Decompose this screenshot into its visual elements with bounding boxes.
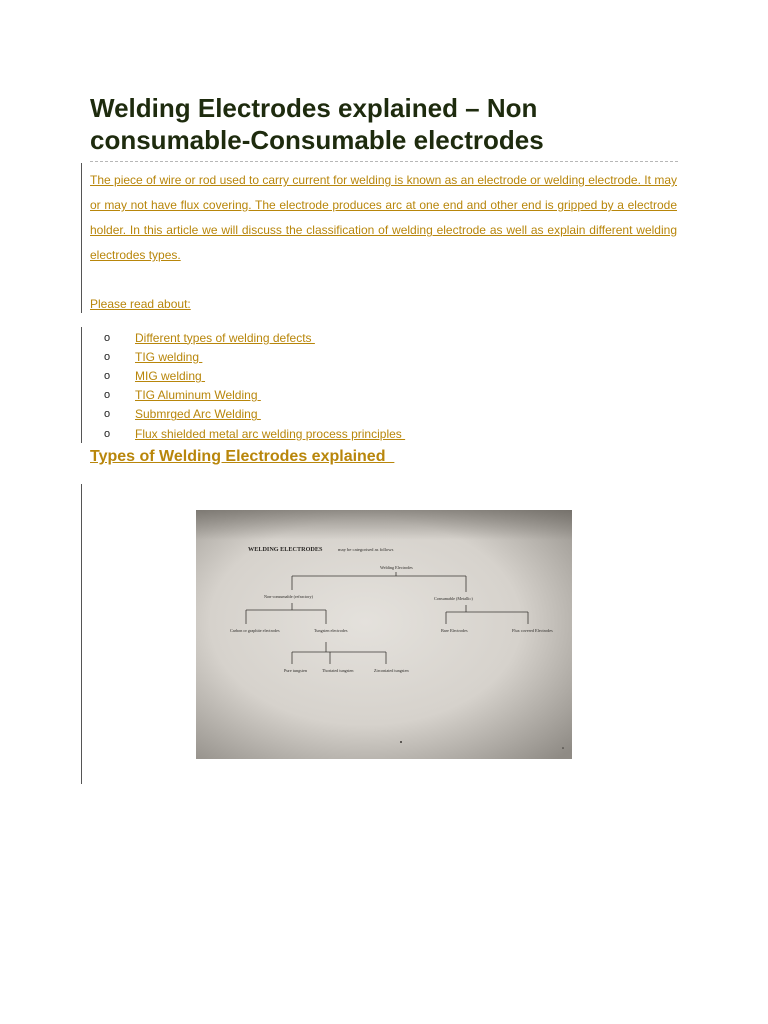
bullet-icon: o: [104, 389, 111, 402]
bullet-icon: o: [104, 350, 111, 363]
figure-tungsten-node: Tungsten electrodes: [314, 628, 348, 633]
list-item: [104, 328, 405, 347]
title-divider: [90, 161, 678, 162]
list-item: [104, 386, 405, 405]
figure-zirconiated-node: Zirconiated tungsten: [374, 668, 409, 673]
bullet-icon: o: [104, 427, 111, 440]
list-item: [104, 424, 405, 443]
figure-heading-rest: may be categorised as follows: [338, 547, 394, 552]
photo-speck: [400, 741, 402, 743]
link-submerged-arc-welding[interactable]: Submrged Arc Welding: [135, 407, 261, 422]
link-tig-aluminum-welding[interactable]: TIG Aluminum Welding: [135, 388, 261, 403]
figure-thoriated-node: Thoriated tungsten: [322, 668, 354, 673]
bullet-icon: o: [104, 369, 111, 382]
link-welding-defects[interactable]: Different types of welding defects: [135, 330, 315, 345]
photo-speck: [562, 747, 564, 749]
figure-heading: WELDING ELECTRODES: [248, 546, 323, 553]
please-read-label[interactable]: Please read about:: [90, 297, 191, 311]
bullet-icon: o: [104, 331, 111, 344]
list-item: [104, 347, 405, 366]
link-mig-welding[interactable]: MIG welding: [135, 368, 206, 383]
figure-root-node: Welding Electrodes: [380, 565, 413, 570]
link-tig-welding[interactable]: TIG welding: [135, 349, 203, 364]
link-flux-shielded-arc-welding[interactable]: Flux shielded metal arc welding process principles: [135, 426, 406, 441]
section-heading[interactable]: Types of Welding Electrodes explained: [90, 448, 395, 465]
margin-bar: [81, 163, 82, 313]
figure-non-consumable-node: Non-consumable (refractory): [264, 594, 313, 599]
list-item: [104, 405, 405, 424]
figure-pure-tungsten-node: Pure tungsten: [284, 668, 307, 673]
list-item: [104, 366, 405, 385]
related-links-list: [104, 328, 405, 443]
figure-bare-node: Bare Electrodes: [441, 628, 468, 633]
electrode-classification-photo: [196, 510, 572, 759]
figure-consumable-node: Consumable (Metallic): [434, 596, 473, 601]
figure-carbon-node: Carbon or graphite electrodes: [230, 628, 280, 633]
intro-paragraph[interactable]: The piece of wire or rod used to carry current for welding is known as an electrode or welding electrode. It may or may not have flux covering. The electrode produces arc at one end and other end is gripped by a electrode holder. In this article we will discuss the classification of welding electrode as well as explain different welding electrodes types.: [90, 173, 677, 262]
margin-bar: [81, 484, 82, 784]
figure-flux-covered-node: Flux covered Electrodes: [512, 628, 553, 633]
bullet-icon: o: [104, 408, 111, 421]
margin-bar: [81, 327, 82, 443]
page-title: Welding Electrodes explained – Non consumable-Consumable electrodes: [90, 93, 544, 155]
